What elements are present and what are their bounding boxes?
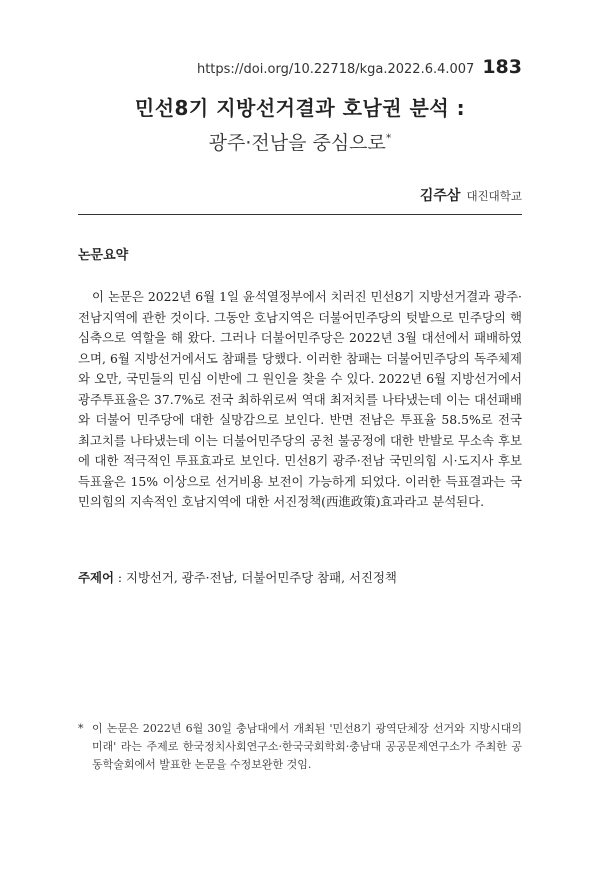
paper-subtitle (0, 128, 600, 155)
keywords (78, 568, 522, 586)
footnote-mark: * (78, 722, 84, 735)
divider-rule (78, 214, 522, 215)
subtitle-text: 광주·전남을 중심으로 (208, 132, 386, 154)
author-block (420, 185, 522, 205)
keywords-label: 주제어 (78, 570, 114, 585)
abstract-body: 이 논문은 2022년 6월 1일 윤석열정부에서 치러진 민선8기 지방선거결과 광주·전남지역에 관한 것이다. 그동안 호남지역은 더불어민주당의 텃밭으로 민주당의 핵심축으로 역할을 해 왔다. 그러나 더불어민주당은 2022년 3월 대선에서 패배하였으며, 6월 지방선거에서도 참패를 당했다. 이러한 참패는 더불어민주당의 독주체제와 오만, 국민들의 민심 이반에 그 원인을 찾을 수 있다. 2022년 6월 지방선거에서 광주투표율은 37.7%로 전국 최하위로써 역대 최저치를 나타냈는데 이는 대선패배와 더불어 민주당에 대한 실망감으로 보인다. 반면 전남은 투표율 58.5%로 전국 최고치를 나타냈는데 이는 더불어민주당의 공천 불공정에 대한 반발로 무소속 후보에 대한 적극적인 투표효과로 보인다. 민선8기 광주·전남 국민의힘 시·도지사 후보 득표율은 15% 이상으로 선거비용 보전이 가능하게 되었다. 이러한 득표결과는 국민의힘의 지속적인 호남지역에 대한 서진정책(西進政策)효과라고 분석된다. (78, 289, 522, 509)
abstract-heading: 논문요약 (78, 248, 129, 263)
keywords-list: 지방선거, 광주·전남, 더불어민주당 참패, 서진정책 (125, 570, 397, 585)
page-number: 183 (482, 56, 522, 78)
doi-link[interactable]: https://doi.org/10.22718/kga.2022.6.4.007 (196, 62, 475, 77)
footnote-text: 이 논문은 2022년 6월 30일 충남대에서 개최된 '민선8기 광역단체장 선거와 지방시대의 미래' 라는 주제로 한국정치사회연구소·한국국회학회·충남대 공공문제연구소가 주최한 공동학술회에서 발표한 논문을 수정보완한 것임. (92, 722, 522, 771)
keywords-separator: : (113, 570, 126, 585)
running-header (197, 56, 522, 78)
footnote-marker: * (385, 131, 392, 145)
author-affiliation: 대진대학교 (466, 189, 522, 203)
paper-title: 민선8기 지방선거결과 호남권 분석 : (134, 96, 466, 120)
footnote (78, 720, 522, 774)
author-name: 김주삼 (419, 188, 461, 204)
